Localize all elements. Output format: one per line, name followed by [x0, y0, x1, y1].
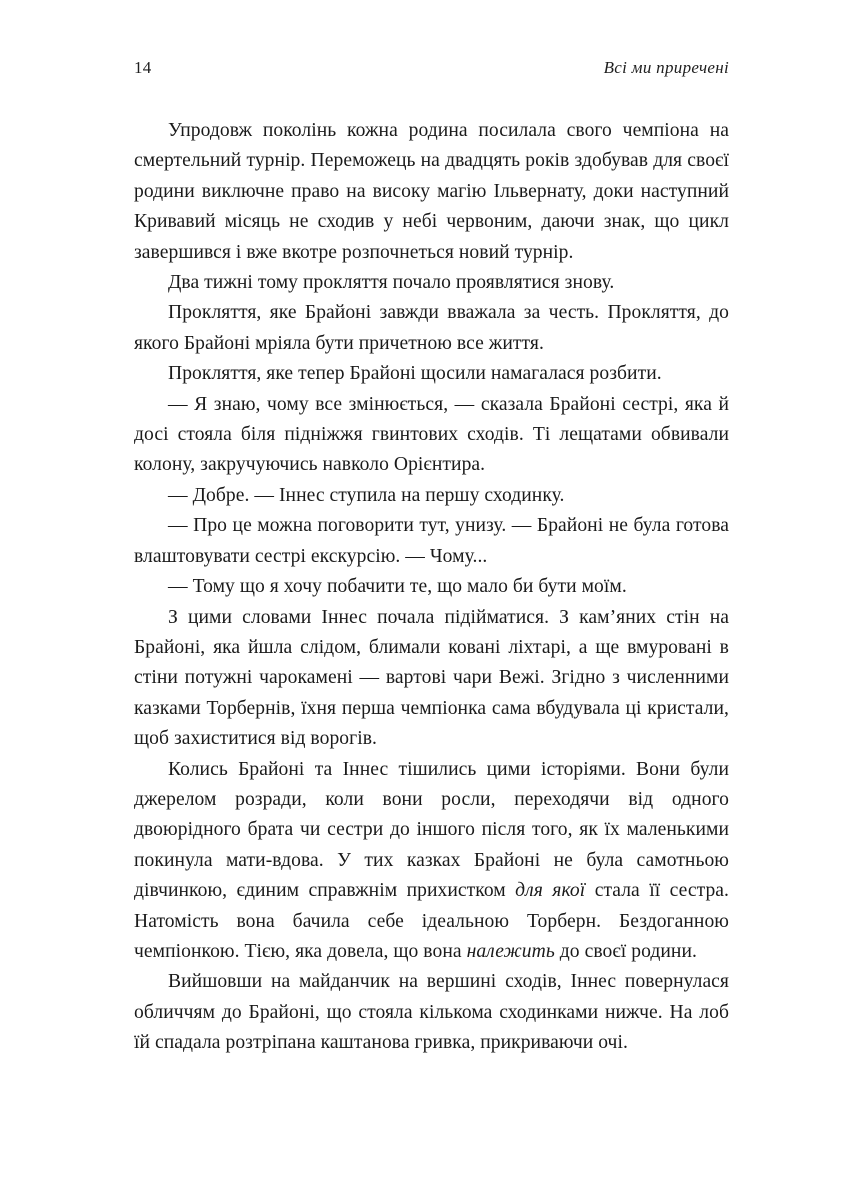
book-title: Всі ми приречені	[603, 58, 729, 77]
page-number: 14	[134, 58, 152, 77]
paragraph: — Добре. — Іннес ступила на першу сходинку.	[168, 484, 565, 506]
body-text	[134, 116, 729, 1059]
paragraph-segment: Колись Брайоні та Іннес тішились цими історіями. Вони були джерелом розради, коли вони росли, переходячи від одного двоюрідного брата чи сестри до іншого після того, як їх маленькими покинула мати-вдова. У тих казках Брайоні не була самотньою дівчинкою, єдиним справжнім прихистком	[134, 758, 729, 902]
paragraph: — Я знаю, чому все змінюється, — сказала Брайоні сестрі, яка й досі стояла біля підніжжя гвинтових сходів. Ті лещатами обвивали колону, закручуючись навколо Орієнтира.	[134, 393, 729, 476]
paragraph-segment: стала її сестра. Натомість вона бачила себе ідеальною Торберн. Бездоганною чемпіонкою. Тією, яка довела, що вона	[134, 880, 729, 962]
paragraph: З цими словами Іннес почала підійматися. З кам’яних стін на Брайоні, яка йшла слідом, блимали ковані ліхтарі, а ще вмуровані в стіни потужні чарокамені — вартові чари Вежі. Згідно з численними казками Торбернів, їхня перша чемпіонка сама вбудувала ці кристали, щоб захиститися від ворогів.	[134, 606, 729, 750]
paragraph: Прокляття, яке тепер Брайоні щосили намагалася розбити.	[168, 363, 662, 385]
emphasis-text: для якої	[515, 880, 586, 902]
emphasis-text: належить	[466, 940, 555, 962]
running-head	[134, 58, 729, 78]
paragraph-with-emphasis	[134, 755, 729, 968]
paragraph: Два тижні тому прокляття почало проявлятися знову.	[168, 272, 615, 294]
paragraph: Вийшовши на майданчик на вершині сходів, Іннес повернулася обличчям до Брайоні, що стояла кількома сходинками нижче. На лоб їй спадала розтріпана каштанова гривка, прикриваючи очі.	[134, 971, 729, 1054]
paragraph-segment: до своєї родини.	[554, 940, 697, 962]
paragraph: Упродовж поколінь кожна родина посилала свого чемпіона на смертельний турнір. Переможець на двадцять років здобував для своєї родини виключне право на високу магію Ільвернату, доки наступний Кривавий місяць не сходив у небі червоним, даючи знак, що цикл завершився і вже вкотре розпочнеться новий турнір.	[134, 120, 729, 263]
paragraph: — Тому що я хочу побачити те, що мало би бути моїм.	[168, 576, 627, 598]
paragraph: Прокляття, яке Брайоні завжди вважала за честь. Прокляття, до якого Брайоні мріяла бути причетною все життя.	[134, 302, 729, 354]
paragraph: — Про це можна поговорити тут, унизу. — Брайоні не була готова влаштовувати сестрі екскурсію. — Чому...	[134, 515, 729, 567]
